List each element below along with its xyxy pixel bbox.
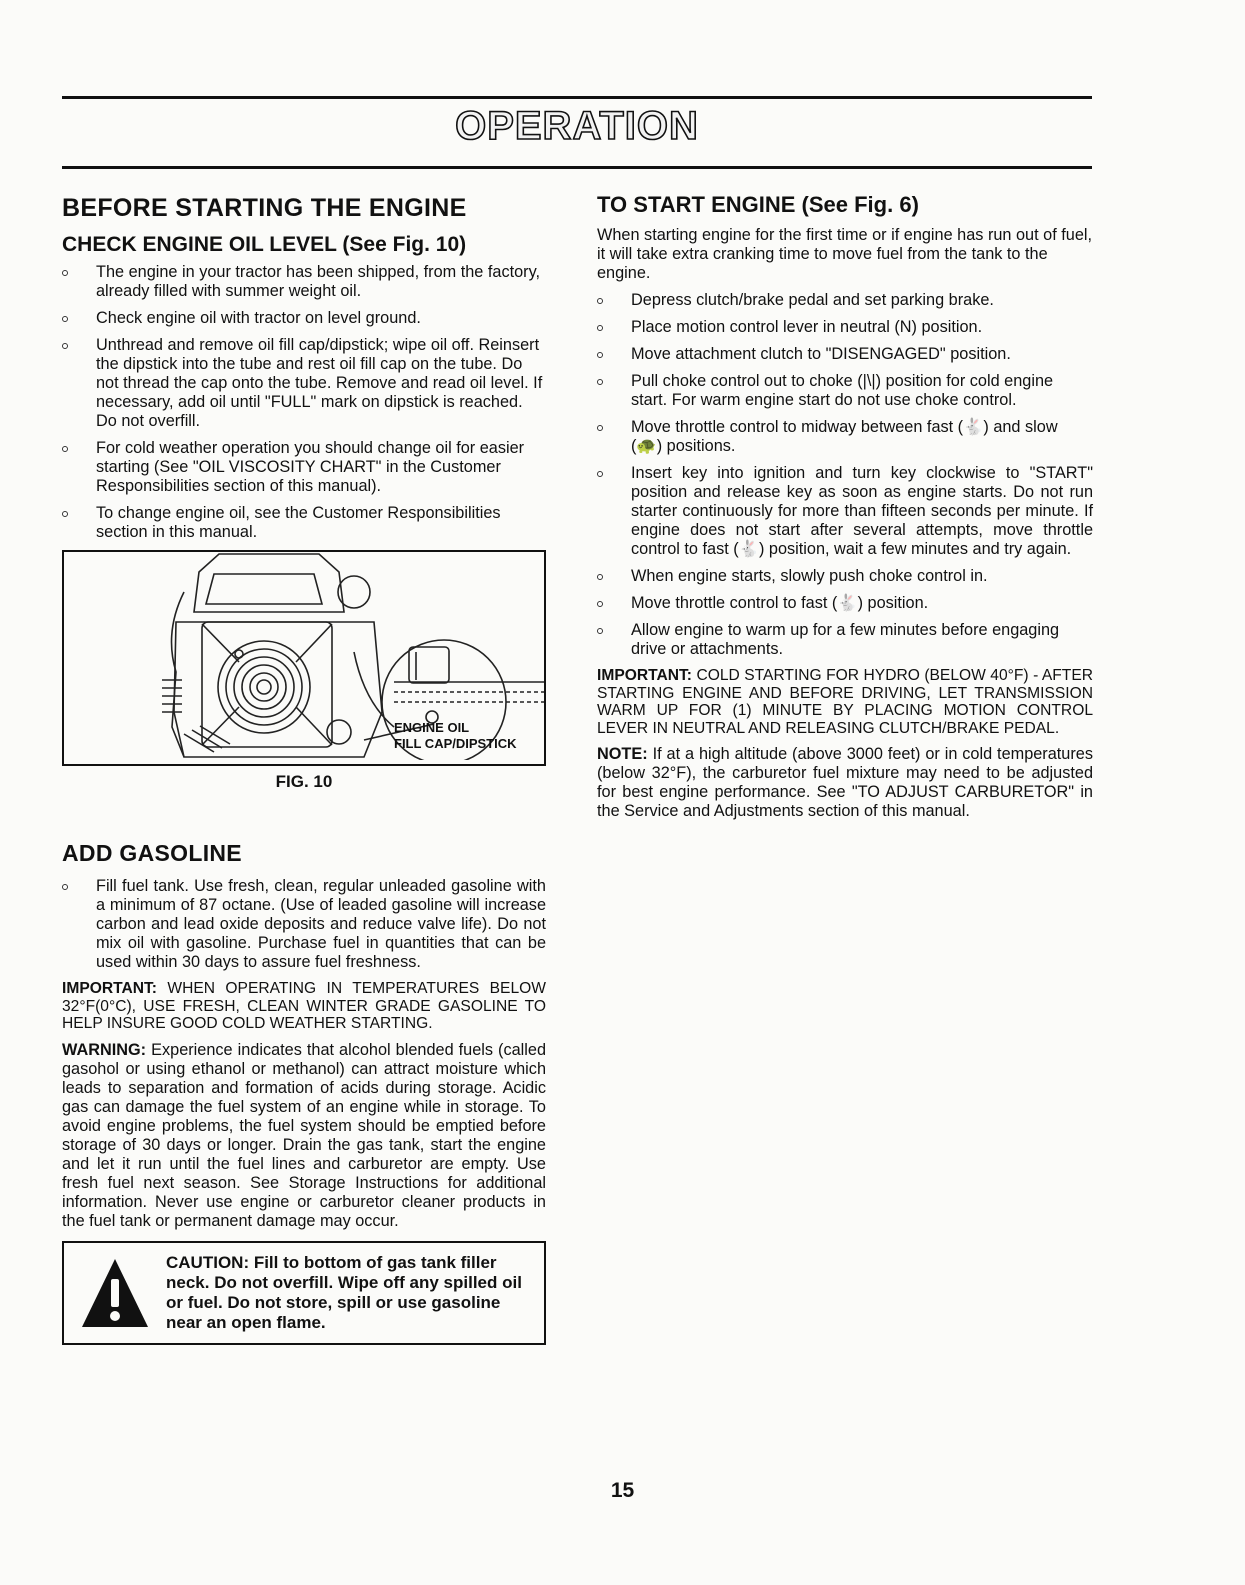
- caution-text: CAUTION: Fill to bottom of gas tank filler neck. Do not overfill. Wipe off any spilled oil or fuel. Do not store, spill or use gasoline near an open flame.: [166, 1252, 522, 1332]
- list-item: Move throttle control to fast (🐇) position.: [597, 594, 1093, 613]
- figure-caption: FIG. 10: [275, 772, 333, 791]
- list-item: When engine starts, slowly push choke control in.: [597, 567, 1093, 586]
- section-title: BEFORE STARTING THE ENGINE: [62, 194, 467, 222]
- gasoline-important: IMPORTANT: WHEN OPERATING IN TEMPERATURES BELOW 32°F(0°C), USE FRESH, CLEAN WINTER GRADE GASOLINE TO HELP INSURE GOOD COLD WEATHER STARTING.: [62, 980, 546, 1032]
- list-item: Unthread and remove oil fill cap/dipstick; wipe oil off. Reinsert the dipstick into the tube and rest oil fill cap on the tube. Do not thread the cap onto the tube. Remove and read oil level. If necessary, add oil until "FULL" mark on dipstick is reached. Do not overfill.: [62, 336, 546, 431]
- bullet-icon: [62, 270, 68, 276]
- list-item: Move throttle control to midway between fast (🐇) and slow (🐢) positions.: [597, 418, 1093, 456]
- list-item: Allow engine to warm up for a few minutes before engaging drive or attachments.: [597, 621, 1093, 659]
- caution-box: [62, 1241, 546, 1345]
- list-item: To change engine oil, see the Customer Responsibilities section in this manual.: [62, 504, 546, 542]
- figure-label-engine-oil: ENGINE OIL: [394, 720, 470, 735]
- warning-triangle-icon: [80, 1257, 150, 1329]
- top-rule: [62, 96, 1092, 99]
- bullet-icon: [62, 511, 68, 517]
- start-engine-intro: When starting engine for the first time or if engine has run out of fuel, it will take extra cranking time to move fuel from the tank to the engine.: [597, 226, 1093, 282]
- bullet-icon: [597, 601, 603, 607]
- list-item: Pull choke control out to choke (|\|) position for cold engine start. For warm engine start do not use choke control.: [597, 372, 1093, 410]
- bullet-icon: [62, 446, 68, 452]
- add-gasoline-heading: ADD GASOLINE: [62, 840, 242, 866]
- bullet-icon: [597, 471, 603, 477]
- bullet-icon: [62, 884, 68, 890]
- list-item: Fill fuel tank. Use fresh, clean, regular unleaded gasoline with a minimum of 87 octane. (Use of leaded gasoline will increase carbon and lead oxide deposits and reduce valve life). Do not mix oil with gasoline. Purchase fuel in quantities that can be used within 30 days to assure fuel freshness.: [62, 877, 546, 972]
- bullet-icon: [597, 628, 603, 634]
- title-underline: [62, 166, 1092, 169]
- bullet-icon: [597, 352, 603, 358]
- gasoline-list: [62, 877, 546, 972]
- check-oil-heading: CHECK ENGINE OIL LEVEL (See Fig. 10): [62, 233, 467, 256]
- engine-figure: [62, 550, 546, 766]
- check-oil-list: [62, 263, 546, 542]
- engine-illustration-icon: [64, 552, 544, 760]
- bullet-icon: [597, 425, 603, 431]
- start-engine-heading: TO START ENGINE (See Fig. 6): [597, 192, 919, 217]
- list-item: Place motion control lever in neutral (N) position.: [597, 318, 1093, 337]
- gasoline-warning: WARNING: Experience indicates that alcohol blended fuels (called gasohol or using ethanol or methanol) can attract moisture which leads to separation and formation of acids during storage. Acidic gas can damage the fuel system of an engine while in storage. To avoid engine problems, the fuel system should be emptied before storage of 30 days or longer. Drain the gas tank, start the engine and let it run until the fuel lines and carburetor are empty. Use fresh fuel next season. See Storage Instructions for additional information. Never use engine or carburetor cleaner products in the fuel tank or permanent damage may occur.: [62, 1040, 547, 1230]
- list-item: Depress clutch/brake pedal and set parking brake.: [597, 291, 1093, 310]
- page-title: OPERATION: [455, 104, 699, 148]
- figure-label-fill-cap: FILL CAP/DIPSTICK: [394, 736, 517, 751]
- list-item: Check engine oil with tractor on level ground.: [62, 309, 546, 328]
- list-item: For cold weather operation you should change oil for easier starting (See "OIL VISCOSITY CHART" in the Customer Responsibilities section of this manual).: [62, 439, 546, 496]
- list-item: The engine in your tractor has been shipped, from the factory, already filled with summer weight oil.: [62, 263, 546, 301]
- bullet-icon: [597, 325, 603, 331]
- bullet-icon: [597, 379, 603, 385]
- bullet-icon: [597, 574, 603, 580]
- bullet-icon: [62, 343, 68, 349]
- right-column: [597, 190, 1093, 829]
- hydro-important: IMPORTANT: COLD STARTING FOR HYDRO (BELOW 40°F) - AFTER STARTING ENGINE AND BEFORE DRIVING, LET TRANSMISSION WARM UP FOR (1) MINUTE BY PLACING MOTION CONTROL LEVER IN NEUTRAL AND RELEASING CLUTCH/BRAKE PEDAL.: [597, 667, 1093, 737]
- bullet-icon: [62, 316, 68, 322]
- left-column: [62, 190, 546, 1345]
- list-item: Insert key into ignition and turn key clockwise to "START" position and release key as soon as engine starts. Do not run starter continuously for more than fifteen seconds per minute. If engine does not start after several attempts, move throttle control to fast (🐇) position, wait a few minutes and try again.: [597, 464, 1093, 559]
- altitude-note: NOTE: If at a high altitude (above 3000 feet) or in cold temperatures (below 32°F), the carburetor fuel mixture may need to be adjusted for best engine performance. See "TO ADJUST CARBURETOR" in the Service and Adjustments section of this manual.: [597, 745, 1093, 820]
- page-number: 15: [610, 1479, 635, 1502]
- start-engine-list: [597, 291, 1093, 659]
- list-item: Move attachment clutch to "DISENGAGED" position.: [597, 345, 1093, 364]
- bullet-icon: [597, 298, 603, 304]
